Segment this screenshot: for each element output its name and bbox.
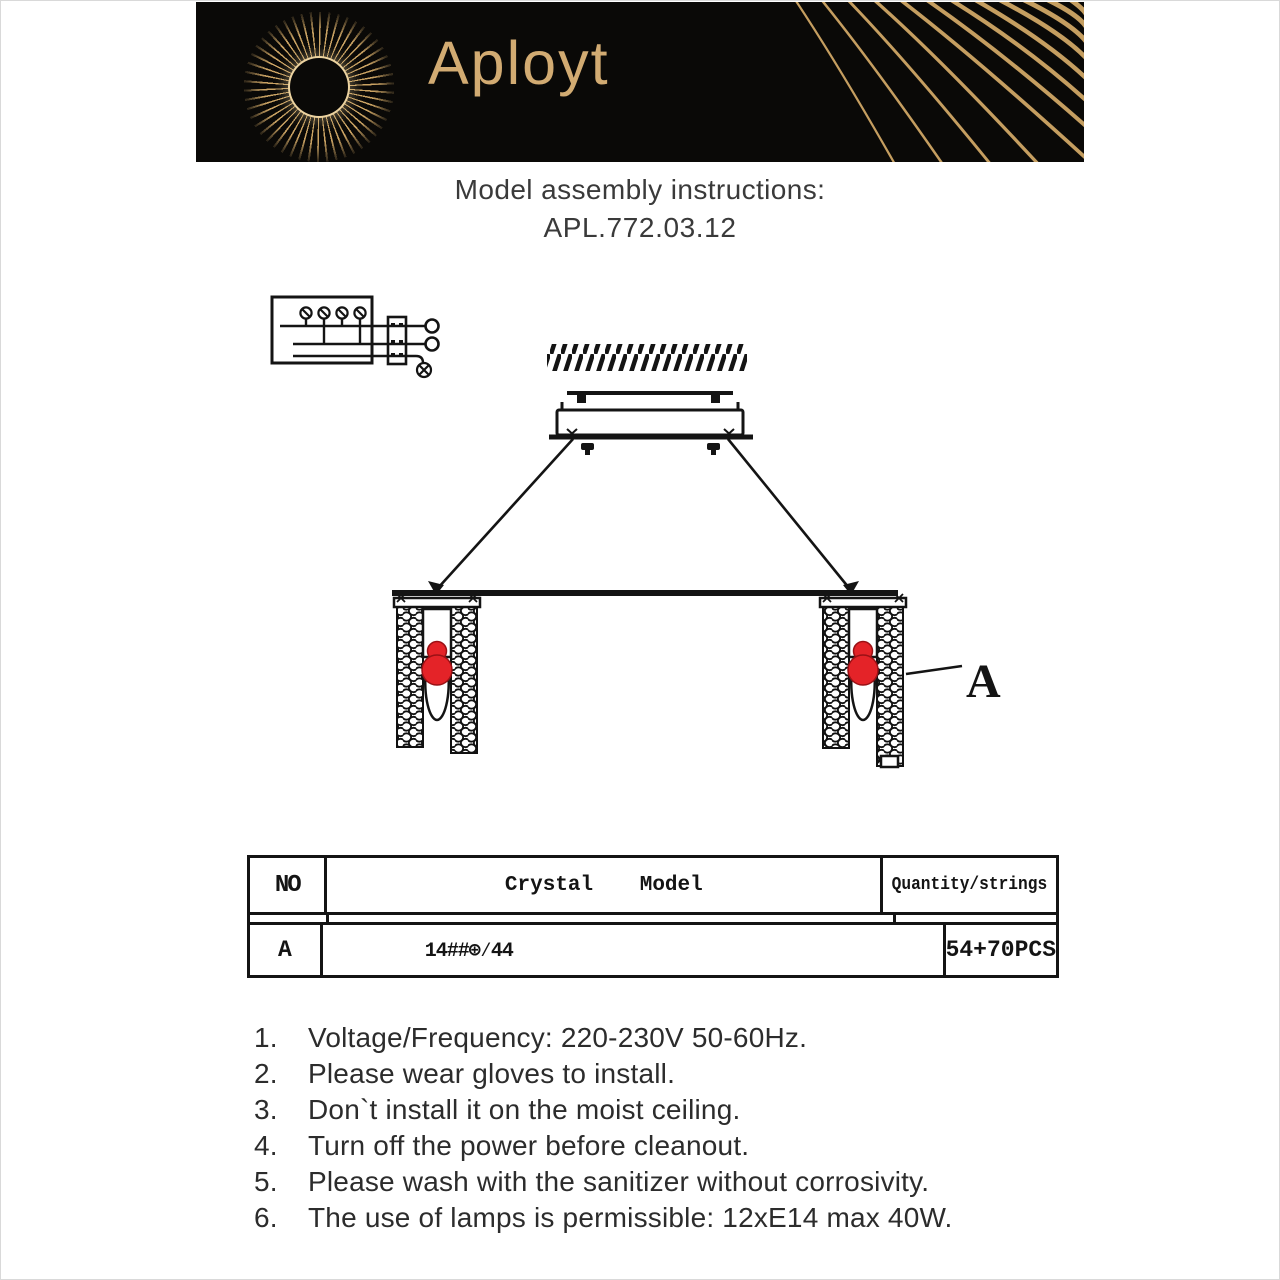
sunburst-logo-icon xyxy=(244,12,394,162)
callout-leader-line xyxy=(906,666,962,674)
crystal-strand xyxy=(823,607,849,748)
table-header-row xyxy=(250,858,1056,912)
item-text: Please wear gloves to install. xyxy=(308,1058,676,1089)
item-number: 1. xyxy=(254,1022,278,1053)
list-item xyxy=(254,1092,1074,1128)
lamp-left xyxy=(394,594,480,753)
suspension-cable-left xyxy=(438,439,573,588)
list-item xyxy=(254,1164,1074,1200)
brand-name: Aployt xyxy=(428,29,610,97)
item-text: Voltage/Frequency: 220-230V 50-60Hz. xyxy=(308,1022,808,1053)
instructions-list xyxy=(254,1020,1074,1236)
item-text: Please wash with the sanitizer without corrosivity. xyxy=(308,1166,930,1197)
table-separator xyxy=(250,912,1056,925)
crystal-strand xyxy=(451,607,477,753)
table-row xyxy=(250,925,1056,975)
item-number: 3. xyxy=(254,1094,278,1125)
crystal-strand xyxy=(877,607,903,766)
fixture-bar xyxy=(392,590,898,596)
cell-quantity: 54+70PCS xyxy=(945,937,1056,963)
col-header-quantity: Quantity/strings xyxy=(891,875,1048,895)
rays-decoration-icon xyxy=(784,2,1084,162)
suspension-cable-right xyxy=(728,439,849,588)
item-text: The use of lamps is permissible: 12xE14 max 40W. xyxy=(308,1202,953,1233)
callout-label-a: A xyxy=(966,655,1001,708)
item-number: 5. xyxy=(254,1166,278,1197)
item-text: Turn off the power before cleanout. xyxy=(308,1130,750,1161)
ground-symbol-icon xyxy=(417,363,431,377)
ceiling-hatch xyxy=(547,344,747,371)
item-number: 6. xyxy=(254,1202,278,1233)
page-title: Model assembly instructions: xyxy=(454,174,826,205)
brand-banner xyxy=(196,2,1084,162)
list-item xyxy=(254,1020,1074,1056)
list-item xyxy=(254,1056,1074,1092)
item-text: Don`t install it on the moist ceiling. xyxy=(308,1094,741,1125)
list-item xyxy=(254,1128,1074,1164)
item-number: 2. xyxy=(254,1058,278,1089)
assembly-diagram xyxy=(0,270,1280,790)
doc-title xyxy=(0,174,1280,244)
col-header-crystal-model: Crystal Model xyxy=(327,858,883,912)
strand-hook xyxy=(881,756,898,767)
lamp-right xyxy=(820,594,906,767)
cell-crystal-model: 14##⊕⁄44 xyxy=(323,925,946,975)
crystal-strand xyxy=(397,607,423,747)
model-number: APL.772.03.12 xyxy=(543,212,737,243)
cell-no: A xyxy=(250,925,323,975)
parts-table xyxy=(247,855,1059,978)
col-header-no: NO xyxy=(250,858,327,912)
item-number: 4. xyxy=(254,1130,278,1161)
canopy xyxy=(549,402,753,455)
junction-box xyxy=(272,297,439,377)
mounting-bar xyxy=(567,393,733,403)
list-item xyxy=(254,1200,1074,1236)
